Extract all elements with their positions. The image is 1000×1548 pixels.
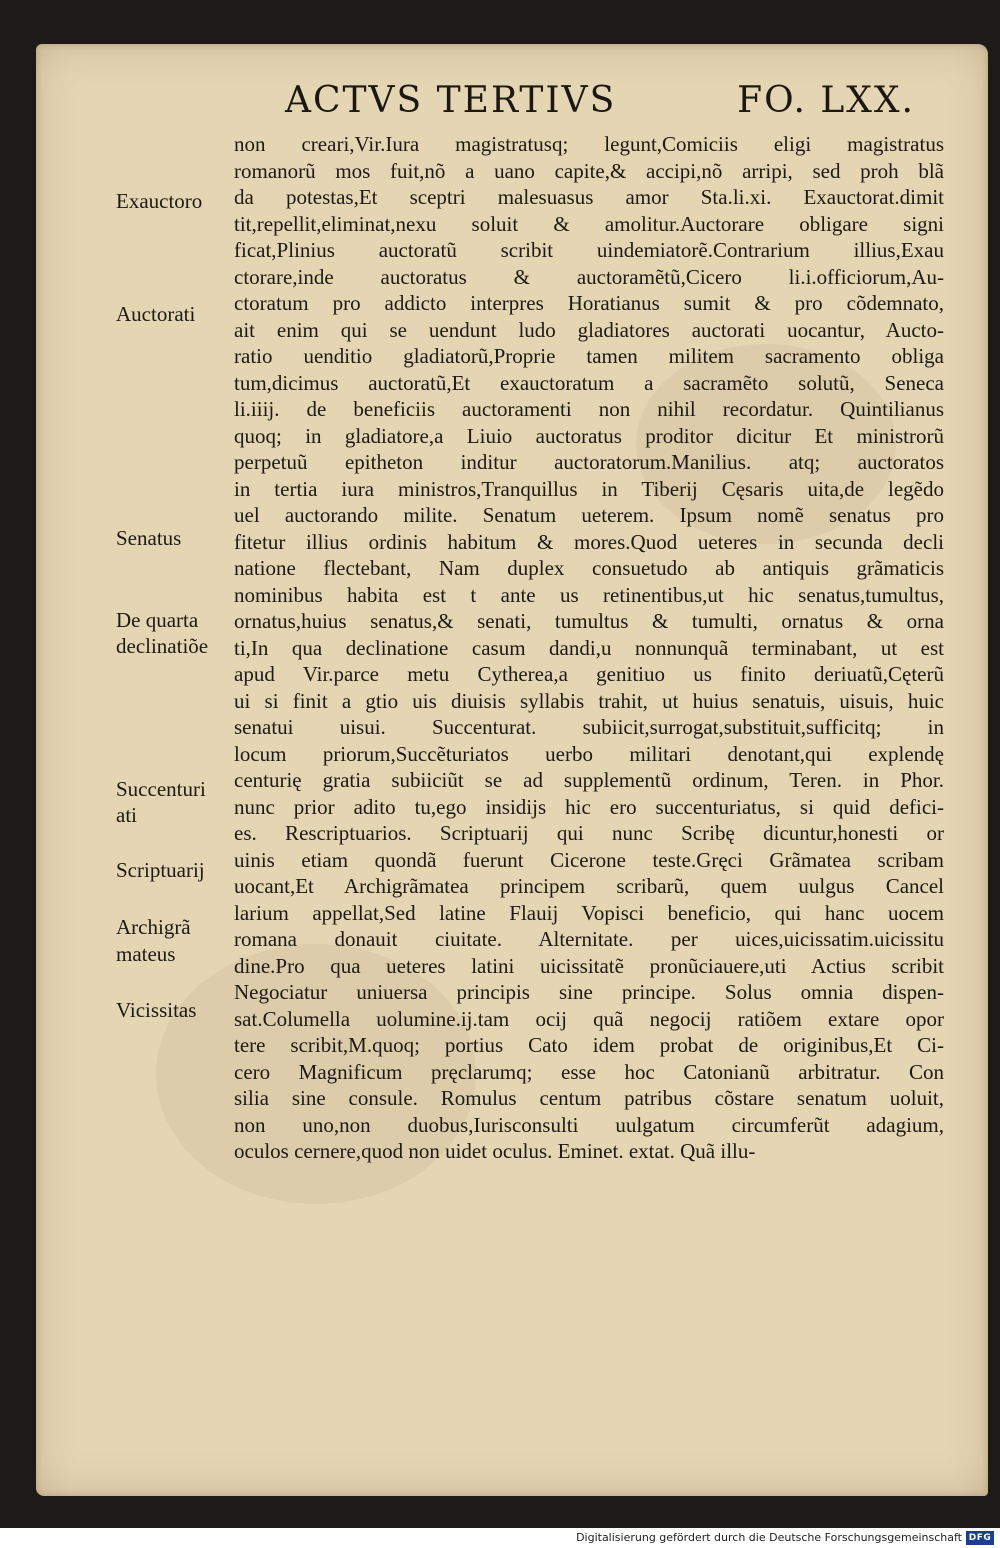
- footer-bar: [0, 1528, 1000, 1548]
- text-line: ratio uenditio gladiatorũ,Proprie tamen militem sacramento obliga: [234, 344, 944, 368]
- text-line: ti,In qua declinatione casum dandi,u nonnunquã terminabant, ut est: [234, 635, 944, 660]
- text-line: silia sine consule. Romulus centum patribus cõstare senatum uoluit,: [234, 1086, 944, 1110]
- text-line: in tertia iura ministros,Tranquillus in Tiberij Cęsaris uita,de legẽdo: [234, 476, 944, 501]
- text-line: nominibus habita est t ante us retinentibus,ut hic senatus,tumultus,: [234, 582, 944, 607]
- text-line: romanorũ mos fuit,nõ a uano capite,& accipi,nõ arripi, sed proh blã: [234, 158, 944, 183]
- text-line: senatui uisui. Succenturat. subiicit,surrogat,substituit,sufficitq; in: [234, 715, 944, 739]
- text-line: sat.Columella uolumine.ij.tam ocij quã negocij ratiõem extare opor: [234, 1006, 944, 1031]
- text-line: tere scribit,M.quoq; portius Cato idem probat de originibus,Et Ci-: [234, 1033, 944, 1057]
- margin-note: Succenturi: [116, 777, 206, 801]
- text-line: romana donauit ciuitate. Alternitate. per uices,uicissatim.uicissitu: [234, 927, 944, 951]
- margin-note: Scriptuarij: [116, 858, 205, 882]
- text-line: ctoratum pro addicto interpres Horatianus sumit & pro cõdemnato,: [234, 291, 944, 315]
- text-line: centurię gratia subiiciũt se ad supplementũ ordinum, Teren. in Phor.: [234, 768, 944, 792]
- margin-note: De quarta: [116, 608, 199, 632]
- margin-note: ati: [116, 803, 137, 827]
- text-line: ait enim qui se uendunt ludo gladiatores auctorati uocantur, Aucto-: [234, 317, 944, 342]
- text-line: larium appellat,Sed latine Flauij Vopisci beneficio, qui hanc uocem: [234, 900, 944, 925]
- text-line: ctorare,inde auctoratus & auctoramẽtũ,Cicero li.i.officiorum,Au-: [234, 264, 944, 289]
- text-line: ficat,Plinius auctoratũ scribit uindemiatorẽ.Contrarium illius,Exau: [234, 238, 944, 262]
- text-line: uinis etiam quondã fuerunt Cicerone teste.Gręci Grãmatea scribam: [234, 847, 944, 872]
- text-line: locum priorum,Succẽturiatos uerbo militari denotant,qui explendę: [234, 741, 944, 766]
- text-line: tum,dicimus auctoratũ,Et exauctoratum a sacramẽto solutũ, Seneca: [234, 370, 944, 395]
- text-line: es. Rescriptuarios. Scriptuarij qui nunc Scribę dicuntur,honesti or: [234, 821, 944, 845]
- text-line: nunc prior adito tu,ego insidijs hic ero succenturiatus, si quid defici-: [234, 794, 944, 819]
- margin-note: Archigrã: [116, 915, 191, 939]
- text-line: quoq; in gladiatore,a Liuio auctoratus proditor dicitur Et ministrorũ: [234, 423, 944, 448]
- text-line: li.iiij. de beneficiis auctoramenti non nihil recordatur. Quintilianus: [234, 397, 944, 421]
- running-head: ACTVS TERTIVS: [285, 80, 617, 121]
- text-line: Negociatur uniuersa principis sine principe. Solus omnia dispen-: [234, 980, 944, 1004]
- text-line: non uno,non duobus,Iurisconsulti uulgatum circumferũt adagium,: [234, 1112, 944, 1137]
- margin-note: mateus: [116, 942, 176, 966]
- funding-credit: Digitalisierung gefördert durch die Deutsche Forschungsgemeinschaft: [576, 1531, 962, 1544]
- text-line: natione flectebant, Nam duplex consuetudo ab antiquis grãmaticis: [234, 556, 944, 580]
- folio-number: FO. LXX.: [737, 80, 915, 121]
- text-line: apud Vir.parce metu Cytherea,a genitiuo us finito deriuatũ,Cęterũ: [234, 662, 944, 686]
- text-line: cero Magnificum pręclarumq; esse hoc Catonianũ arbitratur. Con: [234, 1059, 944, 1084]
- margin-note: Auctorati: [116, 302, 196, 326]
- margin-note: Senatus: [116, 526, 182, 550]
- dfg-logo: DFG: [966, 1531, 994, 1545]
- text-line: ui si finit a gtio uis diuisis syllabis trahit, ut huius senatuis, uisuis, huic: [234, 688, 944, 713]
- text-line: fitetur illius ordinis habitum & mores.Quod ueteres in secunda decli: [234, 529, 944, 554]
- text-line: ornatus,huius senatus,& senati, tumultus & tumulti, ornatus & orna: [234, 609, 944, 633]
- main-text-block: [234, 131, 944, 1165]
- text-line: perpetuũ epitheton inditur auctoratorum.Manilius. atq; auctoratos: [234, 450, 944, 474]
- text-line: non creari,Vir.Iura magistratusq; legunt,Comiciis eligi magistratus: [234, 132, 944, 156]
- text-line: oculos cernere,quod non uidet oculus. Eminet. extat. Quã illu-: [234, 1139, 756, 1163]
- text-line: uel auctorando milite. Senatum ueterem. Ipsum nomẽ senatus pro: [234, 503, 944, 527]
- page-header: [285, 76, 915, 126]
- margin-note: Exauctoro: [116, 189, 203, 213]
- margin-note: Vicissitas: [116, 998, 197, 1022]
- text-line: uocant,Et Archigrãmatea principem scribarũ, quem uulgus Cancel: [234, 874, 944, 898]
- margin-note: declinatiõe: [116, 634, 209, 658]
- text-line: da potestas,Et sceptri malesuasus amor Sta.li.xi. Exauctorat.dimit: [234, 185, 944, 209]
- text-line: dine.Pro qua ueteres latini uicissitatẽ pronũciauere,uti Actius scribit: [234, 953, 944, 978]
- text-line: tit,repellit,eliminat,nexu soluit & amolitur.Auctorare obligare signi: [234, 211, 944, 236]
